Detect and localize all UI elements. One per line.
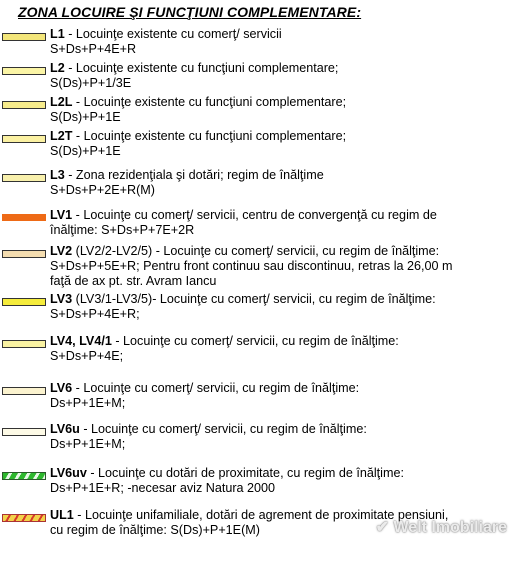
legend-line: (LV2/2-LV2/5) - Locuinţe cu comerţ/ servicii, cu regim de înălţime: [72, 244, 440, 258]
legend-entry-lv4 [50, 334, 399, 364]
legend-entry-l2t [50, 129, 346, 159]
legend-code: UL1 [50, 508, 74, 522]
legend-code: L2L [50, 95, 73, 109]
swatch-lv1 [2, 214, 46, 221]
legend-line: - Locuinţe cu comerţ/ servicii, cu regim de înălţime: [72, 381, 360, 395]
legend-line: S+Ds+P+4E; [50, 349, 124, 363]
legend-line: - Locuinţe existente cu funcţiuni complementare; [72, 129, 347, 143]
legend-entry-lv3 [50, 292, 436, 322]
legend-line: S+Ds+P+2E+R(M) [50, 183, 155, 197]
watermark-check-icon: ✔ [375, 519, 390, 536]
legend-code: LV6uv [50, 466, 87, 480]
legend-line: - Locuinţe existente cu funcţiuni complementare; [64, 61, 339, 75]
legend-title: ZONA LOCUIRE ŞI FUNCŢIUNI COMPLEMENTARE: [18, 4, 362, 20]
legend-entry-l1 [50, 27, 282, 57]
legend-code: LV1 [50, 208, 73, 222]
legend-entry-lv6u [50, 422, 367, 452]
legend-line: - Locuinţe cu comerţ/ servicii, cu regim de înălţime: [111, 334, 399, 348]
legend-entry-lv6 [50, 381, 359, 411]
legend-line: S+Ds+P+5E+R; Pentru front continuu sau discontinuu, retras la 26,00 m [50, 259, 453, 273]
swatch-l1 [2, 33, 46, 41]
legend-line: înălţime: S+Ds+P+7E+2R [50, 223, 195, 237]
legend-code: LV3 [50, 292, 73, 306]
legend-line: - Locuinţe cu comerţ/ servicii, cu regim de înălţime: [79, 422, 367, 436]
legend-line: (LV3/1-LV3/5)- Locuinţe cu comerţ/ servicii, cu regim de înălţime: [72, 292, 436, 306]
swatch-lv6u [2, 428, 46, 436]
watermark-text: Welt Imobiliare [393, 519, 507, 536]
swatch-lv6 [2, 387, 46, 395]
legend-entry-lv6uv [50, 466, 404, 496]
swatch-lv3 [2, 298, 46, 306]
legend-line: S(Ds)+P+1E [50, 144, 121, 158]
swatch-l3 [2, 174, 46, 182]
legend-line: - Locuinţe unifamiliale, dotări de agrement de proximitate pensiuni, [73, 508, 449, 522]
legend-code: LV4, LV4/1 [50, 334, 112, 348]
swatch-l2 [2, 67, 46, 75]
legend-line: - Locuinţe cu dotări de proximitate, cu regim de înălţime: [86, 466, 404, 480]
legend-entry-lv1 [50, 208, 437, 238]
legend-line: Ds+P+1E+R; -necesar aviz Natura 2000 [50, 481, 276, 495]
swatch-lv6uv [2, 472, 46, 480]
legend-line: cu regim de înălţime: S(Ds)+P+1E(M) [50, 523, 260, 537]
legend-line: - Locuinţe cu comerţ/ servicii, centru de convergenţă cu regim de [72, 208, 437, 222]
legend-code: L2 [50, 61, 65, 75]
legend-line: Ds+P+1E+M; [50, 437, 126, 451]
legend-entry-lv2 [50, 244, 453, 289]
legend-entry-l3 [50, 168, 324, 198]
legend-line: S(Ds)+P+1E [50, 110, 121, 124]
legend-code: L2T [50, 129, 73, 143]
legend-line: S+Ds+P+4E+R; [50, 307, 140, 321]
legend-entry-l2 [50, 61, 338, 91]
legend-line: Ds+P+1E+M; [50, 396, 126, 410]
legend-code: LV6 [50, 381, 73, 395]
swatch-l2l [2, 101, 46, 109]
legend-line: faţă de ax pt. str. Avram Iancu [50, 274, 217, 288]
swatch-lv2 [2, 250, 46, 258]
legend-line: S+Ds+P+4E+R [50, 42, 137, 56]
legend-code: LV2 [50, 244, 73, 258]
legend-code: L3 [50, 168, 65, 182]
legend-line: S(Ds)+P+1/3E [50, 76, 132, 90]
swatch-lv4 [2, 340, 46, 348]
swatch-l2t [2, 135, 46, 143]
legend-line: - Locuinţe existente cu funcţiuni complementare; [72, 95, 347, 109]
legend-line: - Locuinţe existente cu comerţ/ servicii [64, 27, 282, 41]
legend-entry-l2l [50, 95, 346, 125]
legend-code: L1 [50, 27, 65, 41]
swatch-ul1 [2, 514, 46, 522]
legend-code: LV6u [50, 422, 80, 436]
watermark-logo [376, 517, 507, 537]
legend-line: - Zona rezidenţiala şi dotări; regim de înălţime [64, 168, 324, 182]
